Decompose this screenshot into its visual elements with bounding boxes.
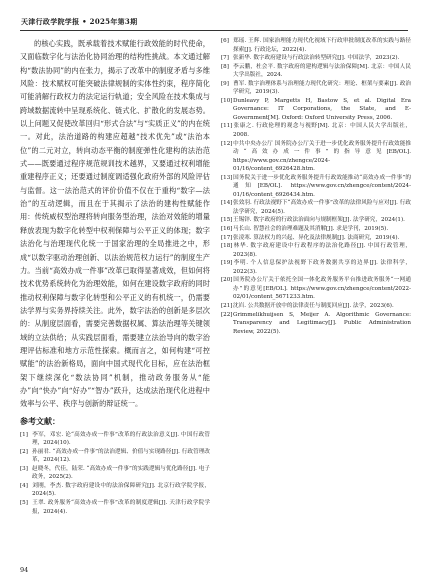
reference-number: [9]: [221, 80, 229, 87]
reference-item: [221, 122, 411, 139]
right-column: [221, 37, 411, 336]
reference-item: [221, 302, 411, 311]
reference-text: 孙丽君. “高效办成一件事”的法治逻辑、价值与实现路径[J]. 行政管理改革，2024(12).: [32, 448, 210, 464]
reference-number: [13]: [221, 174, 233, 181]
reference-text: 国务院关于进一步优化政务服务提升行政效能推动“高效办成一件事”的通知[EB/OL]. https://www.gov.cn/zhengce/content/2024-01/16/content_6926434.htm.: [233, 174, 411, 198]
reference-item: [221, 54, 411, 63]
reference-number: [20]: [221, 277, 233, 284]
running-header: 天津行政学院学报 • 2025年第3期: [21, 17, 138, 26]
reference-text: 中共中央办公厅 国务院办公厅关于进一步优化政务服务提升行政效能推动“高效办成一件事”的指导意见[EB/OL]. https://www.gov.cn/zhengce/2024-01/16/content_6926428.htm.: [233, 140, 411, 173]
reference-text: 王锡锌. 数字政府的行政法治面向与规制框架[J]. 法学研究，2024(1).: [233, 217, 405, 224]
reference-number: [11]: [221, 123, 233, 130]
reference-text: 曹军. 数字治理体系与治理能力现代化研究：理论、框架与要素[J]. 政治学研究，2019(3).: [233, 80, 411, 96]
reference-text: 王翠. 政务服务“高效办成一件事”改革的制度逻辑[J]. 天津行政学院学报，2024(4).: [32, 500, 210, 515]
reference-text: 张效羽. 行政法视野下“高效办成一件事”改革的法律风险与应对[J]. 行政法学研究，2024(5).: [233, 200, 411, 215]
reference-text: 李军，邓宏. 论“高效办成一件事”改革的行政法治意义[J]. 中国行政管理，2024(10).: [32, 431, 210, 447]
reference-number: [6]: [221, 38, 229, 44]
reference-item: [221, 225, 411, 234]
reference-item: [221, 80, 411, 97]
reference-item: [221, 311, 411, 337]
reference-number: [5]: [20, 500, 28, 506]
reference-text: 国务院办公厅关于依托全国一体化政务服务平台推进政务服务“一网通办”的意见[EB/OL]. https://www.gov.cn/zhengce/content/2022-02/01/content_5671233.htm.: [233, 277, 411, 301]
reference-item: [221, 63, 411, 80]
reference-number: [4]: [20, 482, 28, 489]
reference-text: 刘刚，李杰. 数字政府建设中的法治保障研究[J]. 北京行政学院学报，2024(5).: [32, 482, 210, 498]
reference-item: [20, 465, 210, 482]
references-heading: 参考文献：: [20, 416, 60, 426]
reference-item: [221, 140, 411, 174]
reference-item: [221, 199, 411, 216]
reference-text: 马长山. 智慧社会的治理难题及其消解[J]. 求是学刊，2019(5).: [233, 226, 389, 233]
reference-item: [221, 242, 411, 259]
reference-number: [16]: [221, 226, 233, 233]
reference-text: 张康之. 行政伦理的观念与视野[M]. 北京：中国人民大学出版社，2008.: [233, 123, 411, 139]
reference-item: [20, 482, 210, 499]
reference-item: [221, 234, 411, 243]
reference-text: 沈岿. 公共数据开放中的法律责任与制度回应[J]. 法学，2023(6).: [233, 302, 394, 309]
reference-number: [2]: [20, 448, 28, 455]
reference-item: [221, 97, 411, 123]
reference-number: [18]: [221, 243, 233, 250]
reference-item: [20, 431, 210, 448]
reference-number: [14]: [221, 200, 233, 207]
reference-number: [10]: [221, 97, 233, 104]
reference-text: 郑瑶. 王辉. 国家治理能力现代化视域下行政审批制度改革的实践与路径探索[J]. 行政论坛，2022(4).: [233, 38, 411, 53]
reference-number: [21]: [221, 302, 233, 309]
reference-text: Grimmelikhuijsen S, Meijer A. Algorithmic Governance: Transparency and Legitimacy[J]. Public Administration Review, 2022(5).: [233, 311, 411, 335]
reference-text: 李明. 个人信息保护法视野下政务数据共享的边界[J]. 法律科学，2022(3).: [233, 260, 411, 275]
reference-text: 赵晓冬，代佳，陆荣. “高效办成一件事”的实践逻辑与优化路径[J]. 电子政务，2025(2).: [32, 465, 210, 481]
left-column: [20, 37, 210, 516]
reference-item: [221, 276, 411, 302]
reference-number: [19]: [221, 260, 233, 267]
reference-number: [1]: [20, 431, 28, 438]
references-list-left: [20, 431, 210, 516]
reference-text: Dunleavy P, Margetts H, Bastow S, et al. Digital Era Governance: IT Corporations, the State, and E-Government[M]. Oxford: Oxford University Press, 2006.: [233, 97, 411, 121]
header-divider: [20, 30, 408, 31]
reference-item: [221, 259, 411, 276]
page-number: 94: [20, 566, 29, 574]
reference-item: [20, 499, 210, 516]
reference-item: [20, 448, 210, 465]
reference-number: [8]: [221, 63, 229, 70]
reference-text: 张凌寒. 算法权力的兴起、异化及法律规制[J]. 法商研究，2019(4).: [233, 234, 400, 241]
reference-number: [22]: [221, 311, 233, 318]
reference-number: [3]: [20, 465, 28, 472]
references-list-right: [221, 37, 411, 336]
reference-number: [15]: [221, 217, 233, 224]
reference-text: 李云鹏，杜会平. 数字政府的建构逻辑与法治保障[M]. 北京：中国人民大学出版社，2024.: [233, 63, 411, 79]
reference-item: [221, 174, 411, 200]
reference-number: [7]: [221, 55, 229, 62]
reference-item: [221, 216, 411, 225]
reference-item: [221, 37, 411, 54]
reference-number: [12]: [221, 140, 233, 147]
reference-text: 林华. 数字政府建设中行政程序的法治化路径[J]. 中国行政管理，2023(8).: [233, 243, 411, 258]
reference-text: 张新华. 数字政府建设与行政法治转型研究[J]. 中国法学，2023(2).: [233, 55, 400, 62]
body-paragraph: 的核心实践，既承载着技术赋能行政效能的时代使命，又面临数字化与法治化协同治理的结构性挑战。本文通过解构“数法协同”的内在张力，揭示了改革中的制度矛盾与多维风险：技术赋权可能突破法律规制的实体性约束，程序简化可能消解行政权力的法定运行轨道；安全风险在技术集成与跨域数据流转中呈现系统化、链式化、扩散化的发展态势。以上问题又促使改革回归“形式合法”与“实质正义”的内在统一。对此，法治道路的构建应超越“技术优先”或“法治本位”的二元对立，转向动态平衡的制度弹性化建构的法治范式——既要通过程序规范规训技术越界，又要通过权利增能重建程序正义；还要通过制度调适强化政府外部的风险评估与监督。这一法治范式的评价价值不仅在于重构“数字—法治”的互动逻辑，而且在于其揭示了法治的建构性赋能作用：传统威权型治理将转向服务型治理，法治对效能的增量释放表现为数字化转型中权利保障与公平正义的体现；数字法治化与治理现代化统一于国家治理的全局推进之中，形成“以数字驱动治理创新、以法治规范权力运行”的制度生产力。当前“高效办成一件事”改革已取得显著成效，但如何将技术优势系统转化为治理效能，如何在建设数字政府的同时推动权利保障与数字化转型和公平正义的有机统一，仍需要法学界与实务界持续关注。此外，数字法治的创新是多层次的：从制度层面看，需要完善数据权属、算法治理等关键领域的立法供给；从实践层面看，需要建立法治导向的数字治理评估标准和地方示范性探索。概而言之，如何构建“可控赋能”的法治新格局，面向中国式现代化目标，应在法治框架下继续深化“数法协同”机制，推动政务服务从“能办”向“快办”向“好办”“智办”跃升，达成法治现代化进程中效率与公平、秩序与创新的辩证统一。: [20, 39, 210, 409]
reference-number: [17]: [221, 234, 233, 241]
